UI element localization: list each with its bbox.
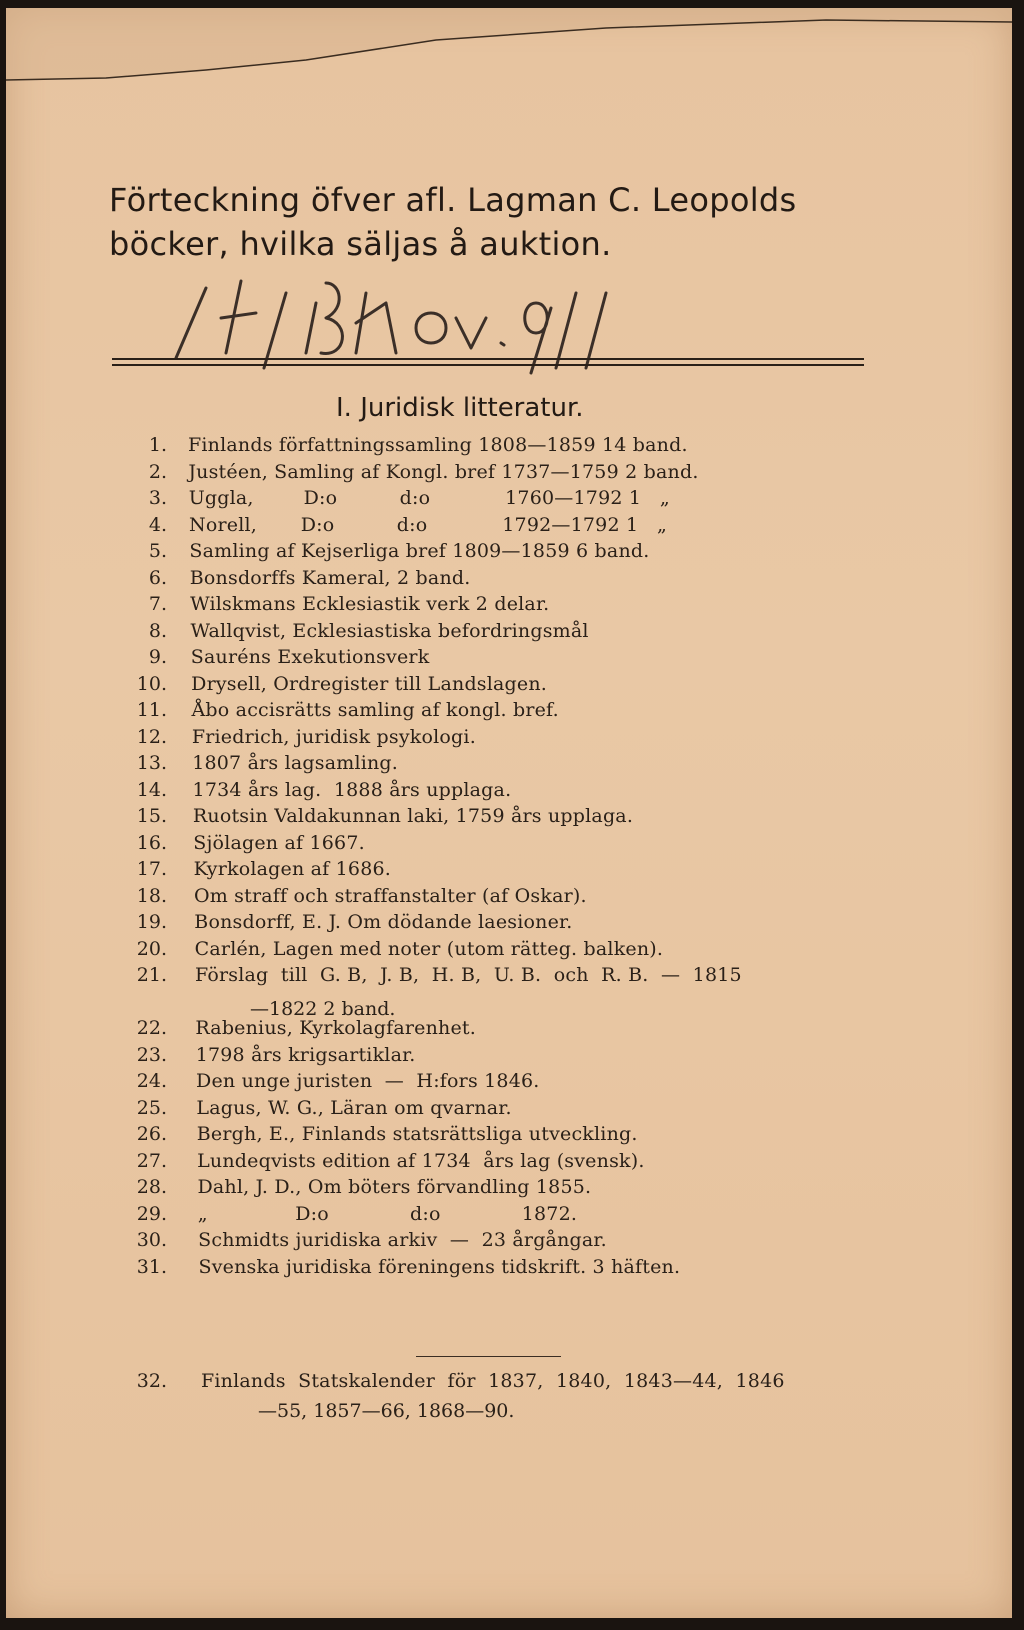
entry-number: 28. bbox=[136, 1176, 167, 1198]
list-item bbox=[6, 726, 1012, 754]
entry-text: Dahl, J. D., Om böters förvandling 1855. bbox=[197, 1176, 592, 1198]
separator-line bbox=[416, 1356, 561, 1357]
title-line-1: Förteckning öfver afl. Lagman C. Leopolds bbox=[109, 181, 797, 219]
entry-text: 1807 års lagsamling. bbox=[192, 752, 399, 774]
entry-number: 31. bbox=[136, 1255, 167, 1278]
title-line-2: böcker, hvilka säljas å auktion. bbox=[109, 225, 612, 263]
list-item bbox=[6, 938, 1012, 966]
entry-text: Lundeqvists edition af 1734 års lag (svensk). bbox=[197, 1149, 645, 1172]
list-item bbox=[6, 567, 1012, 595]
entry-text: Rabenius, Kyrkolagfarenhet. bbox=[195, 1017, 476, 1039]
entry-number: 23. bbox=[136, 1043, 167, 1066]
entry-text: Kyrkolagen af 1686. bbox=[193, 858, 392, 880]
entry-number: 19. bbox=[136, 911, 167, 933]
entry-text: Finlands författningssamling 1808—1859 14 band. bbox=[188, 434, 688, 456]
entry-number: 2. bbox=[148, 460, 167, 483]
entry-text: Sauréns Exekutionsverk bbox=[190, 646, 430, 668]
list-item bbox=[6, 461, 1012, 489]
entry-text: Bergh, E., Finlands statsrättsliga utveckling. bbox=[196, 1123, 638, 1145]
list-item bbox=[6, 832, 1012, 860]
entry-32-continuation: —55, 1857—66, 1868—90. bbox=[258, 1400, 515, 1422]
list-item bbox=[6, 885, 1012, 913]
entry-text: Bonsdorffs Kameral, 2 band. bbox=[189, 566, 471, 589]
entry-number: 13. bbox=[136, 752, 167, 774]
entry-number: 6. bbox=[148, 566, 167, 589]
entry-text: Finlands Statskalender för 1837, 1840, 1843—44, 1846 bbox=[201, 1370, 785, 1392]
entry-text: Friedrich, juridisk psykologi. bbox=[191, 725, 476, 748]
entry-number: 21. bbox=[136, 964, 167, 986]
entry-number: 3. bbox=[148, 487, 167, 509]
entry-number: 12. bbox=[136, 725, 167, 748]
list-item bbox=[6, 593, 1012, 621]
list-item bbox=[6, 699, 1012, 727]
entry-list bbox=[6, 8, 1012, 1618]
entry-text: Drysell, Ordregister till Landslagen. bbox=[191, 672, 548, 695]
entry-number: 1. bbox=[148, 434, 167, 456]
section-heading: I. Juridisk litteratur. bbox=[336, 393, 584, 423]
entry-number: 18. bbox=[136, 884, 167, 907]
entry-text: Åbo accisrätts samling af kongl. bref. bbox=[191, 699, 559, 721]
entry-text: Sjölagen af 1667. bbox=[193, 831, 365, 854]
entry-text: 1734 års lag. 1888 års upplaga. bbox=[192, 778, 512, 801]
list-item bbox=[6, 1203, 1012, 1231]
entry-text: Norell, D:o d:o 1792—1792 1 „ bbox=[189, 513, 668, 536]
list-item bbox=[6, 911, 1012, 939]
entry-text: Ruotsin Valdakunnan laki, 1759 års upplaga. bbox=[192, 805, 634, 827]
entry-text: Bonsdorff, E. J. Om dödande laesioner. bbox=[194, 911, 573, 933]
entry-number: 32. bbox=[136, 1370, 167, 1392]
entry-number: 22. bbox=[136, 1017, 167, 1039]
entry-number: 14. bbox=[136, 778, 167, 801]
entry-text: Wallqvist, Ecklesiastiska befordringsmål bbox=[190, 619, 589, 642]
list-item bbox=[6, 1017, 1012, 1045]
entry-text: 1798 års krigsartiklar. bbox=[195, 1043, 416, 1066]
entry-number: 16. bbox=[136, 831, 167, 854]
entry-text: „ D:o d:o 1872. bbox=[197, 1202, 578, 1225]
entry-number: 8. bbox=[148, 619, 167, 642]
entry-number: 7. bbox=[148, 593, 167, 615]
entry-number: 15. bbox=[136, 805, 167, 827]
document-page bbox=[6, 8, 1012, 1618]
list-item bbox=[6, 434, 1012, 462]
entry-text: Wilskmans Ecklesiastik verk 2 delar. bbox=[190, 593, 550, 615]
list-item bbox=[6, 779, 1012, 807]
list-item bbox=[6, 673, 1012, 701]
list-item bbox=[6, 1370, 1012, 1398]
entry-text: Om straff och straffanstalter (af Oskar). bbox=[193, 884, 587, 907]
list-item bbox=[6, 540, 1012, 568]
list-item bbox=[6, 1150, 1012, 1178]
entry-text: Den unge juristen — H:fors 1846. bbox=[196, 1070, 540, 1092]
list-item bbox=[6, 487, 1012, 515]
entry-number: 26. bbox=[136, 1123, 167, 1145]
list-item bbox=[6, 1097, 1012, 1125]
entry-text: Schmidts juridiska arkiv — 23 årgångar. bbox=[198, 1229, 607, 1251]
list-item bbox=[6, 1176, 1012, 1204]
entry-number: 29. bbox=[136, 1202, 167, 1225]
list-item bbox=[6, 646, 1012, 674]
entry-number: 11. bbox=[136, 699, 167, 721]
list-item bbox=[6, 514, 1012, 542]
entry-number: 10. bbox=[136, 672, 167, 695]
entry-number: 25. bbox=[136, 1096, 167, 1119]
list-item bbox=[6, 1229, 1012, 1257]
list-item bbox=[6, 1256, 1012, 1284]
list-item bbox=[6, 620, 1012, 648]
entry-text: Lagus, W. G., Läran om qvarnar. bbox=[196, 1096, 512, 1119]
entry-text: Förslag till G. B, J. B, H. B, U. B. och R. B. — 1815 bbox=[195, 964, 742, 986]
entry-text: Samling af Kejserliga bref 1809—1859 6 band. bbox=[189, 540, 650, 562]
list-item bbox=[6, 858, 1012, 886]
list-item bbox=[6, 1123, 1012, 1151]
entry-number: 5. bbox=[148, 540, 167, 562]
entry-number: 30. bbox=[136, 1229, 167, 1251]
entry-number: 20. bbox=[136, 937, 167, 960]
entry-number: 17. bbox=[136, 858, 167, 880]
entry-number: 9. bbox=[148, 646, 167, 668]
entry-number: 4. bbox=[148, 513, 167, 536]
entry-text: Justéen, Samling af Kongl. bref 1737—1759 2 band. bbox=[188, 460, 699, 483]
entry-21-continuation: —1822 2 band. bbox=[250, 998, 396, 1020]
entry-number: 27. bbox=[136, 1149, 167, 1172]
list-item bbox=[6, 1070, 1012, 1098]
list-item bbox=[6, 752, 1012, 780]
entry-text: Carlén, Lagen med noter (utom rätteg. balken). bbox=[194, 937, 664, 960]
entry-number: 24. bbox=[136, 1070, 167, 1092]
list-item bbox=[6, 1044, 1012, 1072]
list-item bbox=[6, 805, 1012, 833]
entry-text: Uggla, D:o d:o 1760—1792 1 „ bbox=[188, 487, 670, 509]
entry-text: Svenska juridiska föreningens tidskrift. 3 häften. bbox=[198, 1255, 681, 1278]
list-item bbox=[6, 964, 1012, 992]
